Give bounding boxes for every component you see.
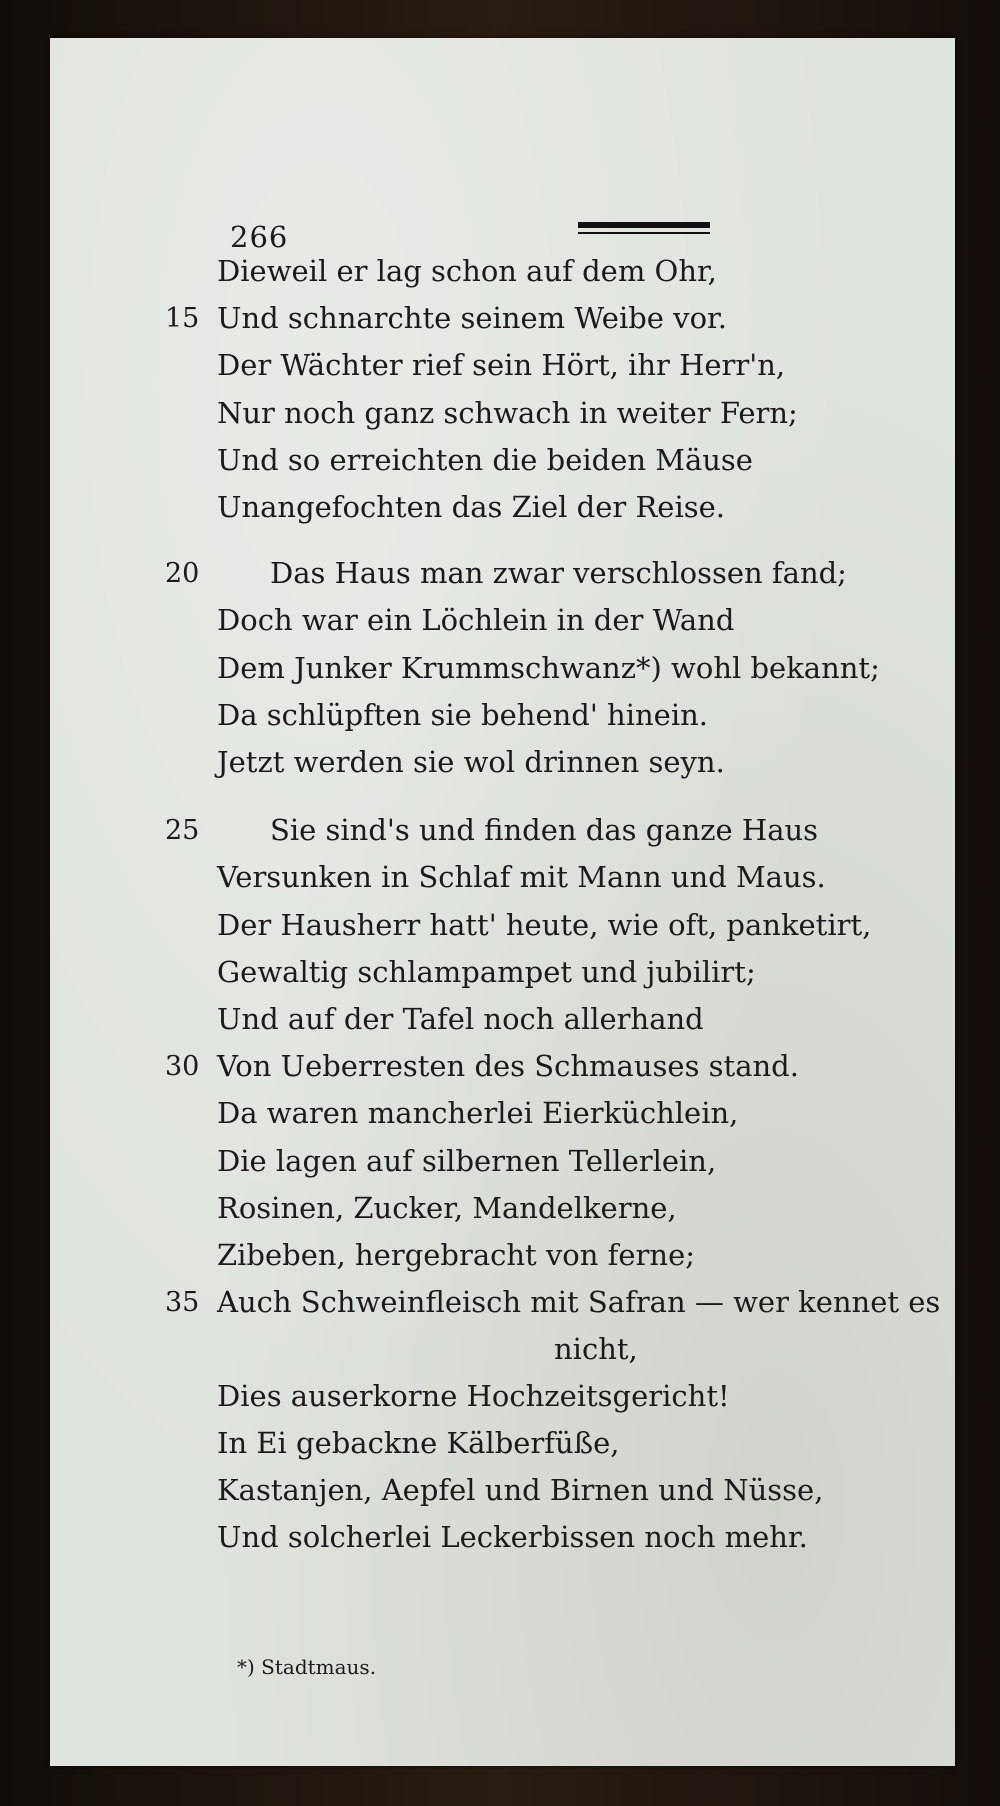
verse-line <box>50 1045 955 1091</box>
verse-text: In Ei gebackne Kälberfüße, <box>217 1426 620 1460</box>
verse-line <box>50 1422 955 1468</box>
verse-line <box>50 951 955 997</box>
verse-line <box>50 694 955 740</box>
verse-line <box>50 1375 955 1421</box>
verse-line <box>50 1234 955 1280</box>
verse-text: Die lagen auf silbernen Tellerlein, <box>217 1144 717 1178</box>
verse-text: Und auf der Tafel noch allerhand <box>217 1002 704 1036</box>
verse-line <box>50 1092 955 1138</box>
verse-text: Das Haus man zwar verschlossen fand; <box>270 556 847 590</box>
verse-text: Dies auserkorne Hochzeitsgericht! <box>217 1379 730 1413</box>
verse-text: Jetzt werden sie wol drinnen seyn. <box>217 745 725 779</box>
verse-line <box>50 439 955 485</box>
verse-text: Und schnarchte seinem Weibe vor. <box>217 301 727 335</box>
page-number: 266 <box>230 220 289 254</box>
verse-text: Dieweil er lag schon auf dem Ohr, <box>217 254 717 288</box>
verse-text: Von Ueberresten des Schmauses stand. <box>217 1049 799 1083</box>
verse-text: nicht, <box>554 1332 638 1366</box>
header-rule-thin <box>578 232 710 234</box>
verse-text: Versunken in Schlaf mit Mann und Maus. <box>217 860 826 894</box>
verse-text: Doch war ein Löchlein in der Wand <box>217 603 735 637</box>
verse-line-continuation <box>50 1328 955 1374</box>
verse-line <box>50 741 955 787</box>
verse-text: Kastanjen, Aepfel und Birnen und Nüsse, <box>217 1473 824 1507</box>
line-number: 15 <box>165 303 200 334</box>
verse-text: Sie sind's und finden das ganze Haus <box>270 813 819 847</box>
verse-line <box>50 1187 955 1233</box>
verse-text: Unangefochten das Ziel der Reise. <box>217 490 726 524</box>
verse-line <box>50 647 955 693</box>
verse-text: Dem Junker Krummschwanz*) wohl bekannt; <box>217 651 880 685</box>
line-number: 30 <box>165 1051 200 1082</box>
verse-text: Auch Schweinfleisch mit Safran — wer kennet es <box>217 1285 941 1319</box>
verse-line <box>50 809 955 855</box>
verse-text: Rosinen, Zucker, Mandelkerne, <box>217 1191 677 1225</box>
verse-line <box>50 856 955 902</box>
verse-line <box>50 1140 955 1186</box>
verse-text: Nur noch ganz schwach in weiter Fern; <box>217 396 798 430</box>
verse-line <box>50 250 955 296</box>
verse-line <box>50 998 955 1044</box>
line-number: 25 <box>165 815 200 846</box>
line-number: 20 <box>165 558 200 589</box>
verse-text: Der Hausherr hatt' heute, wie oft, panketirt, <box>217 908 872 942</box>
verse-text: Da schlüpften sie behend' hinein. <box>217 698 709 732</box>
verse-line <box>50 1469 955 1515</box>
verse-line <box>50 486 955 532</box>
verse-line <box>50 297 955 343</box>
verse-line <box>50 904 955 950</box>
verse-line <box>50 1281 955 1327</box>
verse-line <box>50 344 955 390</box>
verse-line <box>50 552 955 598</box>
book-page <box>50 38 955 1766</box>
footnote: *) Stadtmaus. <box>237 1655 377 1679</box>
header-rule <box>578 222 710 236</box>
verse-text: Der Wächter rief sein Hört, ihr Herr'n, <box>217 348 786 382</box>
verse-line <box>50 599 955 645</box>
verse-text: Und so erreichten die beiden Mäuse <box>217 443 753 477</box>
line-number: 35 <box>165 1287 200 1318</box>
verse-line <box>50 1516 955 1562</box>
verse-text: Zibeben, hergebracht von ferne; <box>217 1238 696 1272</box>
verse-text: Und solcherlei Leckerbissen noch mehr. <box>217 1520 808 1554</box>
header-rule-thick <box>578 222 710 228</box>
verse-text: Gewaltig schlampampet und jubilirt; <box>217 955 756 989</box>
verse-text: Da waren mancherlei Eierküchlein, <box>217 1096 739 1130</box>
verse-line <box>50 392 955 438</box>
